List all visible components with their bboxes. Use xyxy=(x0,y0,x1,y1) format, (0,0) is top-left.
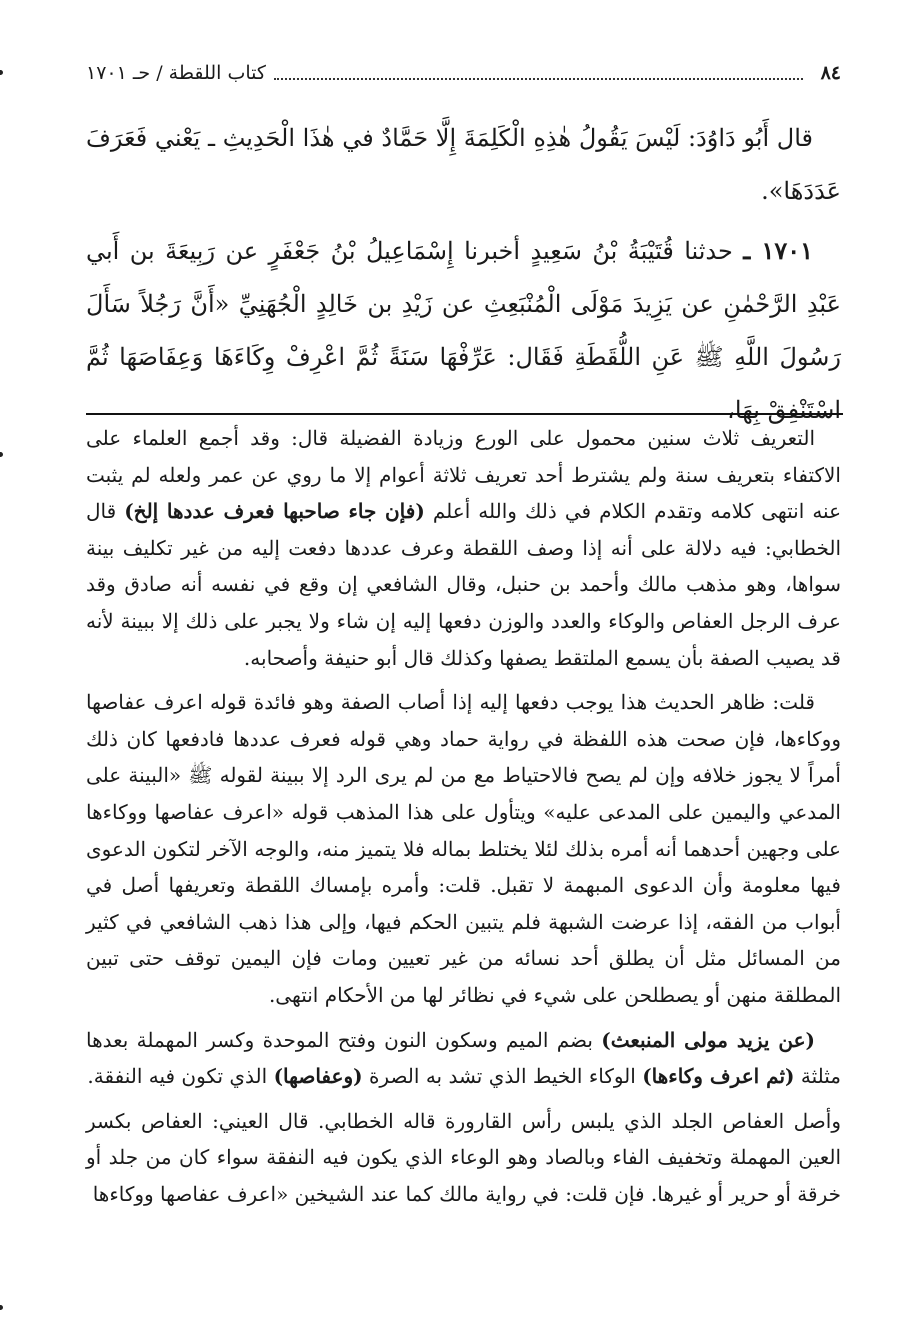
commentary-paragraph: وأصل العفاص الجلد الذي يلبس رأس القارورة قاله الخطابي. قال العيني: العفاص بكسر العين المهملة وتخفيف الفاء وبالصاد وهو الوعاء الذي يكون فيه النفقة سواء كان من جلد أو خرقة أو حرير أو غيرها. فإن قلت: في رواية مالك كما عند الشيخين «اعرف عفاصها ووكاءها xyxy=(86,1108,841,1206)
quoted-phrase: (وعفاصها) xyxy=(273,1064,363,1089)
scan-edge-mark xyxy=(0,452,3,457)
page-number: ٨٤ xyxy=(820,62,841,84)
commentary-paragraph xyxy=(86,420,841,676)
running-title: كتاب اللقطة / حـ ١٧٠١ xyxy=(86,62,266,84)
quoted-phrase: (ثم اعرف وكاءها) xyxy=(642,1064,795,1089)
main-hadith-text xyxy=(86,112,841,443)
commentary-text: التعريف ثلاث سنين محمول على الورع وزيادة الفضيلة قال: وقد أجمع العلماء على الاكتفاء بتعريف سنة ولم يشترط أحد تعريف ثلاثة أعوام إلا ما روي عن عمر ولعله لم يثبت عنه انتهى كلامه وتقدم الكلام في ذلك والله أعلم xyxy=(86,426,842,524)
main-paragraph: قال أَبُو دَاوُدَ: لَيْسَ يَقُولُ هٰذِهِ الْكَلِمَةَ إِلَّا حَمَّادٌ في هٰذَا الْحَدِيثِ ـ يَعْني فَعَرَفَ عَدَدَهَا». xyxy=(86,124,841,205)
commentary-paragraph: قلت: ظاهر الحديث هذا يوجب دفعها إليه إذا أصاب الصفة وهو فائدة قوله اعرف عفاصها ووكاءها، فإن صحت هذه اللفظة في رواية حماد وهي قوله فعرف عددها فادفعها كان ذلك أمراً لا يجوز خلافه وإن لم يصح فالاحتياط مع من لم يرى الرد إلا ببينة لقوله ﷺ «البينة على المدعي واليمين على المدعى عليه» ويتأول على هذا المذهب قوله «اعرف عفاصها ووكاءها على وجهين أحدهما أنه أمره بذلك لئلا يختلط بماله فلا يتميز منه، والوجه الآخر لتكون الدعوى فيها معلومة وأن الدعوى المبهمة لا تقبل. قلت: وأمره بإمساك اللقطة وتعريفها أصل في أبواب من الفقه، إذا عرضت الشبهة فلم يتبين الحكم فيها، وإلى هذا ذهب الشافعي في كثير من المسائل مثل أن يطلق أحد نسائه من غير تعيين ومات فإن اليمين توقف حتى تبين المطلقة منهن أو يصطلحن على شيء في نظائر لها من الأحكام انتهى. xyxy=(86,690,841,1007)
hadith-number: ١٧٠١ ـ xyxy=(743,236,813,265)
quoted-phrase: (عن يزيد مولى المنبعث) xyxy=(601,1027,815,1052)
footnote-divider xyxy=(86,413,843,415)
scan-edge-mark xyxy=(0,1305,3,1310)
commentary-paragraph xyxy=(86,1022,841,1095)
quoted-phrase: (فإن جاء صاحبها فعرف عددها إلخ) xyxy=(124,499,425,524)
commentary-text: الذي تكون فيه النفقة. xyxy=(87,1064,268,1089)
hadith-text: حدثنا قُتَيْبَةُ بْنُ سَعِيدٍ أخبرنا إِسْمَاعِيلُ بْنُ جَعْفَرٍ عن رَبِيعَةَ بن أَبي عَبْدِ الرَّحْمٰنِ عن يَزِيدَ مَوْلَى الْمُنْبَعِثِ عن زَيْدِ بن خَالِدٍ الْجُهَنِيِّ «أَنَّ رَجُلاً سَأَلَ رَسُولَ اللَّهِ ﷺ عَنِ اللُّقَطَةِ فَقَال: عَرِّفْهَا سَنَةً ثُمَّ اعْرِفْ وِكَاءَهَا وَعِفَاصَهَا ثُمَّ اسْتَنْفِقْ بِهَا، xyxy=(86,237,841,424)
header-leader-dots xyxy=(274,66,803,80)
scan-edge-mark xyxy=(0,70,3,75)
hadith-paragraph xyxy=(86,224,841,437)
commentary-text: بضم الميم وسكون النون وفتح الموحدة وكسر المهملة بعدها مثلثة xyxy=(86,1027,841,1089)
commentary-section xyxy=(86,420,841,1220)
commentary-text: الوكاء الخيط الذي تشد به الصرة xyxy=(368,1064,636,1089)
page-header xyxy=(86,56,841,90)
commentary-text: قال الخطابي: فيه دلالة على أنه إذا وصف اللقطة وعرف عددها دفعت إليه من غير تكليف بينة سواها، وهو مذهب مالك وأحمد بن حنبل، وقال الشافعي إن وقع في نفسه أنه صادق وقد عرف الرجل العفاص والوكاء والعدد والوزن دفعها إليه إن شاء ولا يجبر على ذلك إلا ببينة لأنه قد يصيب الصفة بأن يسمع الملتقط يصفها وكذلك قال أبو حنيفة وأصحابه. xyxy=(86,499,841,670)
